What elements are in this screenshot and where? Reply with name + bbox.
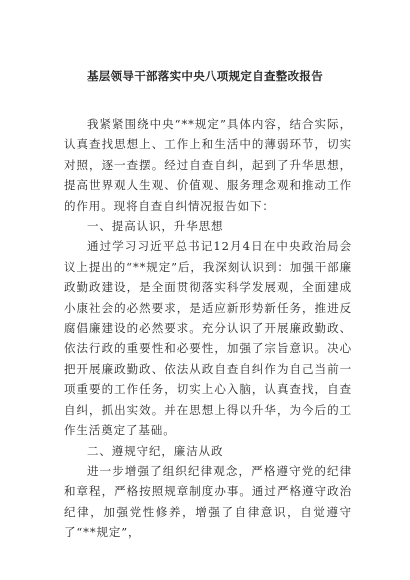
intro-paragraph: 我紧紧围绕中央“**规定”具体内容，结合实际，认真查找思想上、工作上和生活中的薄弱环节，切实对照，逐一查摆。经过自查自纠，起到了升华思想，提高世界观人生观、价值观、服务理念观和推动工作的作用。现将自查自纠情况报告如下：	[64, 117, 352, 213]
section-heading-1: 一、提高认识，升华思想	[87, 219, 224, 234]
section-paragraph-1: 通过学习习近平总书记12月4日在中央政治局会议上提出的“**规定”后，我深刻认识到：加强干部廉政勤政建设，是全面贯彻落实科学发展观，全面建成小康社会的必然要求，是适应新形势新任务，推进反腐倡廉建设的必然要求。充分认识了开展廉政勤政、依法行政的重要性和必要性，加强了宗旨意识。决心把开展廉政勤政、依法从政自查自纠作为自己当前一项重要的工作任务，切实上心入脑，认真查找，自查自纠，抓出实效。并在思想上得以升华，为今后的工作生活奠定了基础。	[64, 239, 352, 438]
section-paragraph-2: 进一步增强了组织纪律观念，严格遵守党的纪律和章程，严格按照规章制度办事。通过严格遵守政治纪律，加强党性修养，增强了自律意识，自觉遵守了“**规定”，	[64, 463, 352, 540]
document-title: 基层领导干部落实中央八项规定自查整改报告	[87, 69, 323, 83]
document-body	[64, 114, 352, 543]
section-heading-2: 二、遵规守纪，廉洁从政	[87, 443, 224, 458]
